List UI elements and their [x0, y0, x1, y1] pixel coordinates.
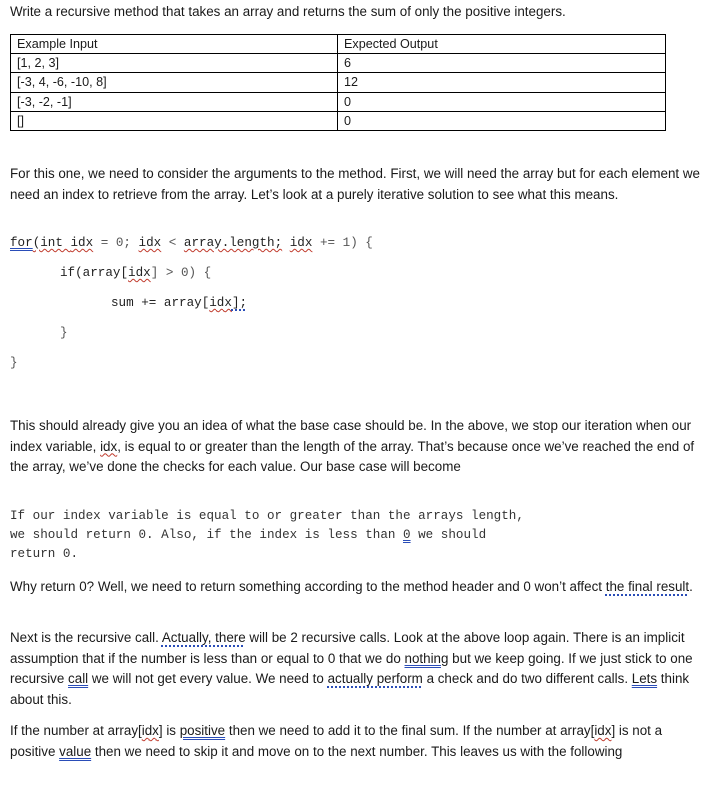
header-expected-output: Expected Output: [338, 35, 666, 54]
grammar-flag: the final result: [605, 579, 690, 594]
code-line-if: [60, 266, 211, 280]
code-token: we should: [410, 528, 487, 542]
inline-idx: idx: [141, 723, 159, 738]
code-token: ];: [231, 296, 248, 310]
code-line-sum: [111, 296, 247, 310]
code-token-idx: idx: [209, 296, 232, 310]
paragraph-text: ] is: [158, 723, 180, 738]
example-input-cell: [1, 2, 3]: [11, 54, 338, 73]
table-row: [11, 73, 666, 92]
code-token: [282, 236, 290, 250]
expected-output-cell: 0: [338, 92, 666, 111]
paragraph-text: , is equal to or greater than the length of the array. That’s because once we’ve reached the end of the array, we’ve done the checks for each value. Our base case will become: [10, 438, 695, 474]
code-token: = 0;: [93, 236, 139, 250]
code-line-close-outer: }: [10, 356, 18, 370]
paragraph-text: This should already give you an idea of what the base case should be. In the above, we stop our iteration when our index variable,: [10, 418, 692, 454]
example-input-cell: [-3, -2, -1]: [11, 92, 338, 111]
keyword-for: for: [10, 236, 33, 250]
grammar-flag: actually perform: [327, 671, 423, 686]
paragraph-iterative-intro: [10, 164, 700, 205]
grammar-flag: value: [59, 743, 92, 759]
code-token: (int: [32, 236, 71, 250]
grammar-flag: call: [68, 671, 89, 686]
grammar-flag: nothing: [404, 650, 449, 666]
table-row: [11, 111, 666, 130]
examples-table: [10, 34, 666, 131]
paragraph-text: If the number at array[: [10, 723, 142, 738]
grammar-flag: Lets: [631, 671, 658, 686]
base-case-line-3: return 0.: [10, 547, 79, 561]
table-header-row: [11, 35, 666, 54]
code-token-idx: idx: [128, 266, 151, 280]
paragraph-text: a check and do two different calls.: [422, 671, 632, 686]
base-case-line-2: [10, 528, 486, 542]
code-token-idx: idx: [70, 236, 94, 250]
code-line-close-inner: }: [60, 326, 68, 340]
inline-idx: idx: [100, 438, 118, 454]
code-token-zero: 0: [403, 528, 411, 542]
paragraph-text: Why return 0? Well, we need to return something according to the method header and 0 won’t affect: [10, 579, 606, 594]
paragraph-base-case-intro: [10, 416, 700, 478]
expected-output-cell: 6: [338, 54, 666, 73]
expected-output-cell: 0: [338, 111, 666, 130]
code-token: if(array[: [60, 266, 129, 280]
paragraph-text: but we keep going. If we just stick to one recursive: [10, 650, 693, 686]
table-row: [11, 92, 666, 111]
grammar-flag: Actually, there: [161, 630, 246, 645]
code-token-array-length: array.length;: [183, 236, 283, 250]
code-token: += 1) {: [312, 236, 373, 250]
problem-statement: Write a recursive method that takes an array and returns the sum of only the positive integers.: [10, 4, 566, 19]
code-token: sum += array[: [111, 296, 210, 310]
paragraph-text: then we need to skip it and move on to the next number. This leaves us with the following: [91, 743, 623, 759]
paragraph-text: Next is the recursive call.: [10, 630, 162, 645]
paragraph-text: then we need to add it to the final sum. If the number at array[: [225, 723, 595, 738]
paragraph-text: ] is not a positive: [10, 723, 663, 759]
inline-idx: idx: [594, 723, 612, 738]
expected-output-cell: 12: [338, 73, 666, 92]
paragraph-text: we will not get every value. We need to: [88, 671, 328, 686]
example-input-cell: [-3, 4, -6, -10, 8]: [11, 73, 338, 92]
base-case-line-1: If our index variable is equal to or greater than the arrays length,: [10, 509, 524, 523]
code-token: <: [161, 236, 184, 250]
paragraph-why-zero: [10, 577, 700, 598]
paragraph-text: For this one, we need to consider the arguments to the method. First, we will need the array but for each element we need an index to retrieve from the array. Let’s look at a purely iterative solution to see what this means.: [10, 166, 700, 202]
grammar-flag: positive: [179, 723, 226, 738]
paragraph-text: will be 2 recursive calls. Look at the above loop again. There is an implicit assumption that if the number is less than or equal to 0 that we do: [10, 630, 685, 666]
code-token-idx: idx: [289, 236, 313, 250]
paragraph-text: .: [689, 579, 693, 594]
example-input-cell: []: [11, 111, 338, 130]
code-line-for: [10, 236, 373, 250]
code-token: we should return 0. Also, if the index is less than: [10, 528, 403, 542]
paragraph-positive-check: [10, 721, 700, 762]
code-token-idx: idx: [138, 236, 162, 250]
paragraph-text: think about this.: [10, 671, 690, 707]
paragraph-recursive-call: [10, 628, 700, 710]
table-row: [11, 54, 666, 73]
header-example-input: Example Input: [11, 35, 338, 54]
code-token: ] > 0) {: [150, 266, 212, 280]
